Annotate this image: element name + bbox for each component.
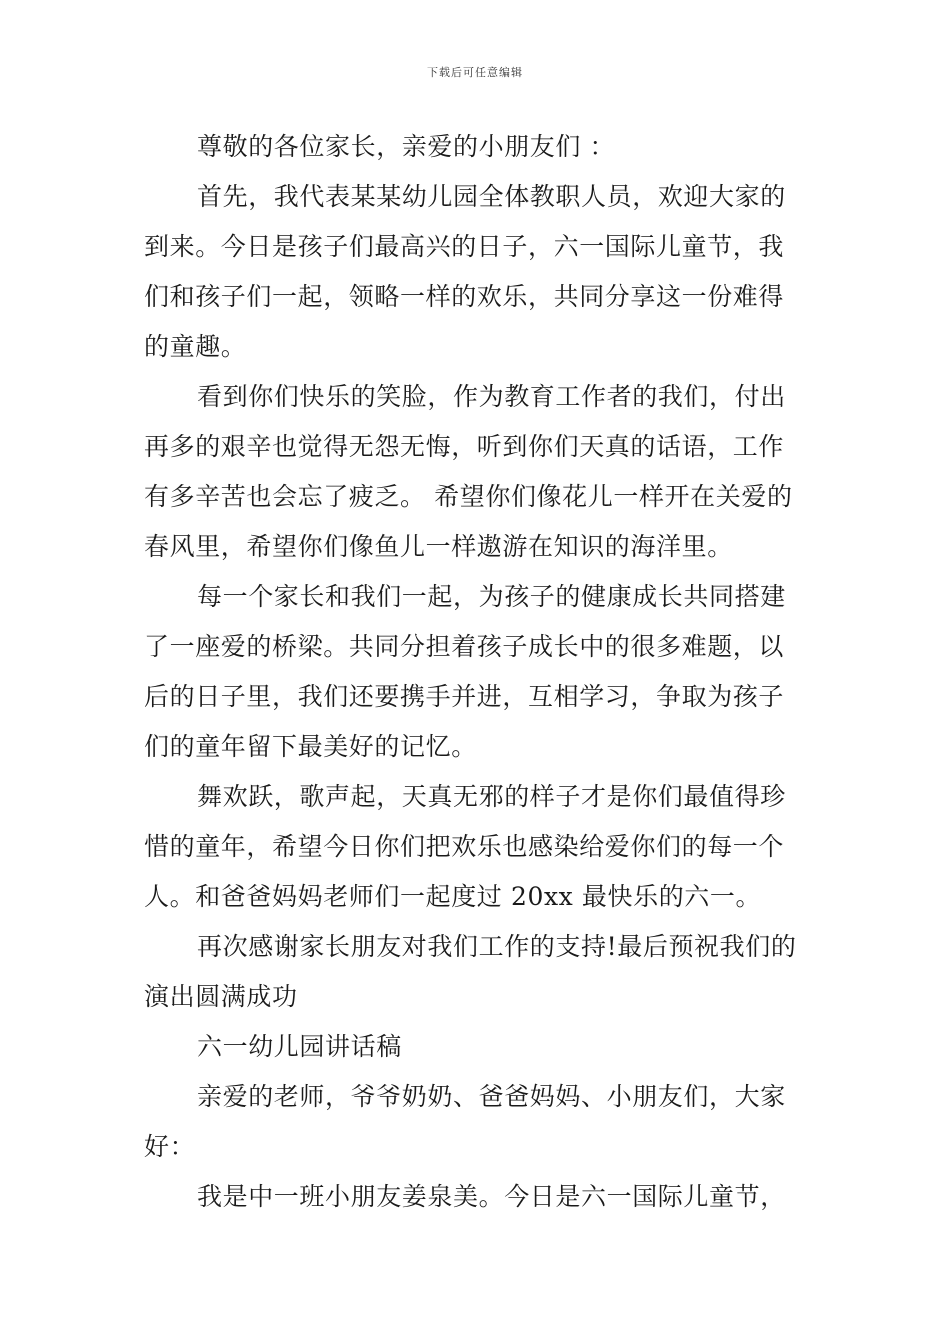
text-line: 们和孩子们一起，领略一样的欢乐，共同分享这一份难得 bbox=[144, 282, 785, 311]
text-line: 看到你们快乐的笑脸，作为教育工作者的我们，付出 bbox=[197, 382, 786, 411]
text-line: 再次感谢家长朋友对我们工作的支持!最后预祝我们的 bbox=[197, 932, 797, 961]
text-line: 演出圆满成功 bbox=[144, 982, 298, 1011]
text-line: 到来。今日是孩子们最高兴的日子，六一国际儿童节，我 bbox=[144, 232, 785, 261]
text-line: 惜的童年，希望今日你们把欢乐也感染给爱你们的每一个 bbox=[144, 832, 785, 861]
text-line: 每一个家长和我们一起，为孩子的健康成长共同搭建 bbox=[197, 582, 786, 611]
text-line: 春风里，希望你们像鱼儿一样遨游在知识的海洋里。 bbox=[144, 532, 733, 561]
text-line: 们的童年留下最美好的记忆。 bbox=[144, 732, 477, 761]
header-note: 下载后可任意编辑 bbox=[427, 66, 523, 79]
document-body bbox=[144, 122, 806, 1222]
text-line: 尊敬的各位家长，亲爱的小朋友们 ： bbox=[197, 132, 616, 161]
text-line: 人。和爸爸妈妈老师们一起度过 20xx 最快乐的六一。 bbox=[144, 882, 762, 911]
text-line: 再多的艰辛也觉得无怨无悔，听到你们天真的话语，工作 bbox=[144, 432, 785, 461]
text-line: 了一座爱的桥梁。共同分担着孩子成长中的很多难题，以 bbox=[144, 632, 785, 661]
text-line: 亲爱的老师，爷爷奶奶、爸爸妈妈、小朋友们，大家 bbox=[197, 1082, 786, 1111]
text-line: 舞欢跃，歌声起，天真无邪的样子才是你们最值得珍 bbox=[197, 782, 786, 811]
text-line: 我是中一班小朋友姜泉美。今日是六一国际儿童节， bbox=[197, 1182, 786, 1211]
text-line: 的童趣。 bbox=[144, 332, 247, 361]
text-line: 好： bbox=[144, 1132, 196, 1161]
text-line: 后的日子里，我们还要携手并进，互相学习，争取为孩子 bbox=[144, 682, 785, 711]
text-line: 六一幼儿园讲话稿 bbox=[197, 1032, 402, 1061]
text-line: 首先，我代表某某幼儿园全体教职人员，欢迎大家的 bbox=[197, 182, 786, 211]
text-line: 有多辛苦也会忘了疲乏。 希望你们像花儿一样开在关爱的 bbox=[144, 482, 793, 511]
